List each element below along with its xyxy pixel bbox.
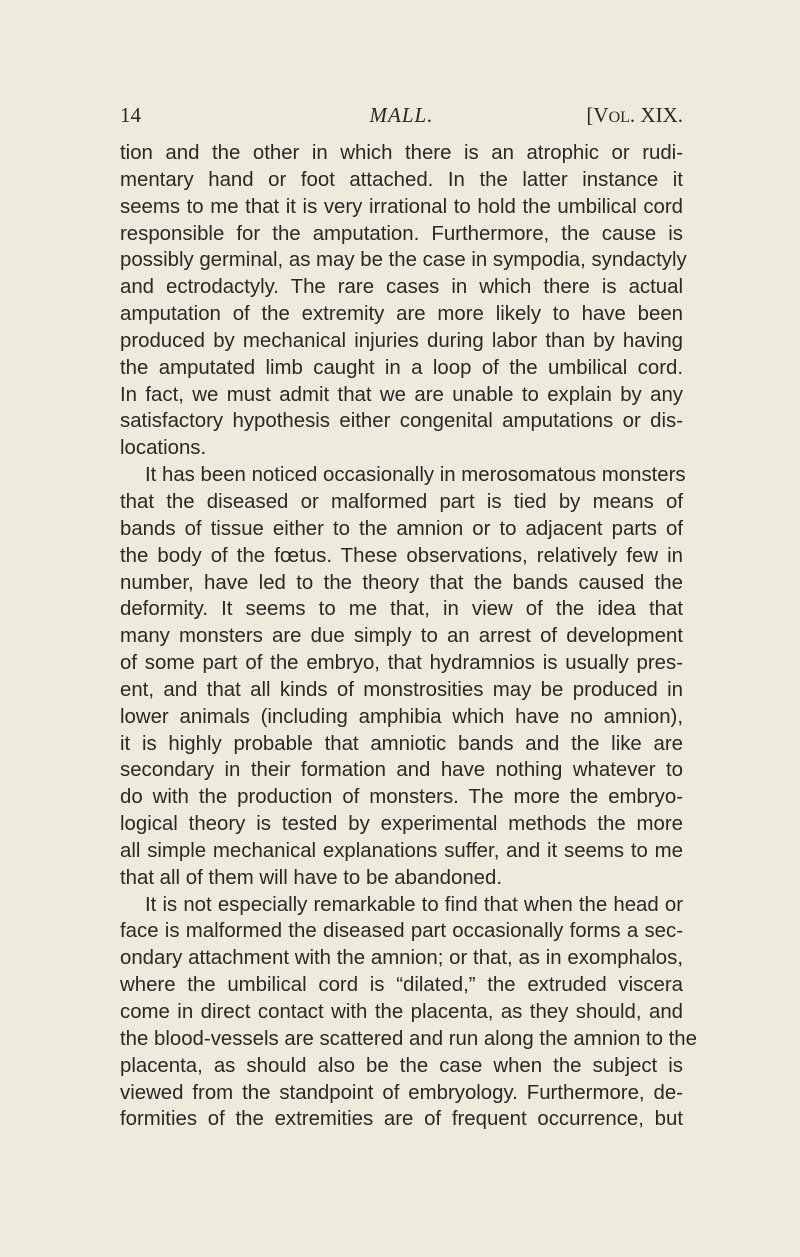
- text-line: possibly germinal, as may be the case in sympodia, syndactyly: [120, 249, 687, 272]
- text-line: the body of the fœtus. These observations, relatively few in: [120, 544, 683, 567]
- text-line: many monsters are due simply to an arrest of development: [120, 625, 683, 648]
- text-line: bands of tissue either to the amnion or to adjacent parts of: [120, 517, 683, 540]
- text-line: amputation of the extremity are more likely to have been: [120, 303, 683, 326]
- text-line: secondary in their formation and have nothing whatever to: [120, 759, 683, 782]
- text-line: do with the production of monsters. The more the embryo-: [120, 786, 683, 809]
- text-line: where the umbilical cord is “dilated,” the extruded viscera: [120, 974, 683, 997]
- running-title: MALL.: [369, 103, 434, 127]
- text-line: viewed from the standpoint of embryology. Furthermore, de-: [120, 1081, 683, 1104]
- text-line: all simple mechanical explanations suffer, and it seems to me: [120, 839, 683, 862]
- text-line: and ectrodactyly. The rare cases in which there is actual: [120, 276, 683, 299]
- text-line: of some part of the embryo, that hydramnios is usually pres-: [120, 652, 683, 675]
- text-line: logical theory is tested by experimental methods the more: [120, 813, 683, 836]
- text-line: placenta, as should also be the case when the subject is: [120, 1054, 683, 1077]
- text-line: number, have led to the theory that the bands caused the: [120, 571, 683, 594]
- text-line: tion and the other in which there is an atrophic or rudi-: [120, 142, 683, 164]
- volume-label: [VOL. XIX.: [586, 103, 683, 127]
- text-line: produced by mechanical injuries during labor than by having: [120, 329, 683, 352]
- text-line: satisfactory hypothesis either congenital amputations or dis-: [120, 410, 683, 433]
- text-line: ent, and that all kinds of monstrosities may be produced in: [120, 678, 683, 701]
- text-line: lower animals (including amphibia which have no amnion),: [120, 705, 683, 728]
- text-line: In fact, we must admit that we are unable to explain by any: [120, 383, 683, 406]
- page-number: 14: [120, 103, 141, 127]
- text-line: responsible for the amputation. Furthermore, the cause is: [120, 222, 683, 245]
- text-line: come in direct contact with the placenta, as they should, and: [120, 1001, 683, 1023]
- running-head: [120, 100, 683, 130]
- text-line: It is not especially remarkable to find that when the head or: [145, 893, 683, 916]
- text-line: deformity. It seems to me that, in view of the idea that: [120, 598, 683, 621]
- text-line: that all of them will have to be abandoned.: [120, 866, 503, 889]
- text-line: locations.: [120, 437, 207, 460]
- text-line: mentary hand or foot attached. In the latter instance it: [120, 168, 683, 191]
- text-line: It has been noticed occasionally in merosomatous monsters: [145, 464, 686, 487]
- text-line: seems to me that it is very irrational to hold the umbilical cord: [120, 195, 683, 218]
- text-line: the amputated limb caught in a loop of the umbilical cord.: [120, 356, 683, 379]
- text-line: formities of the extremities are of frequent occurrence, but: [120, 1108, 683, 1131]
- text-line: ondary attachment with the amnion; or that, as in exomphalos,: [120, 947, 683, 970]
- text-line: it is highly probable that amniotic bands and the like are: [120, 732, 683, 755]
- text-line: face is malformed the diseased part occasionally forms a sec-: [120, 920, 683, 943]
- body-text: [120, 140, 697, 1133]
- text-line: the blood-vessels are scattered and run along the amnion to the: [120, 1027, 697, 1050]
- text-line: that the diseased or malformed part is tied by means of: [120, 490, 683, 513]
